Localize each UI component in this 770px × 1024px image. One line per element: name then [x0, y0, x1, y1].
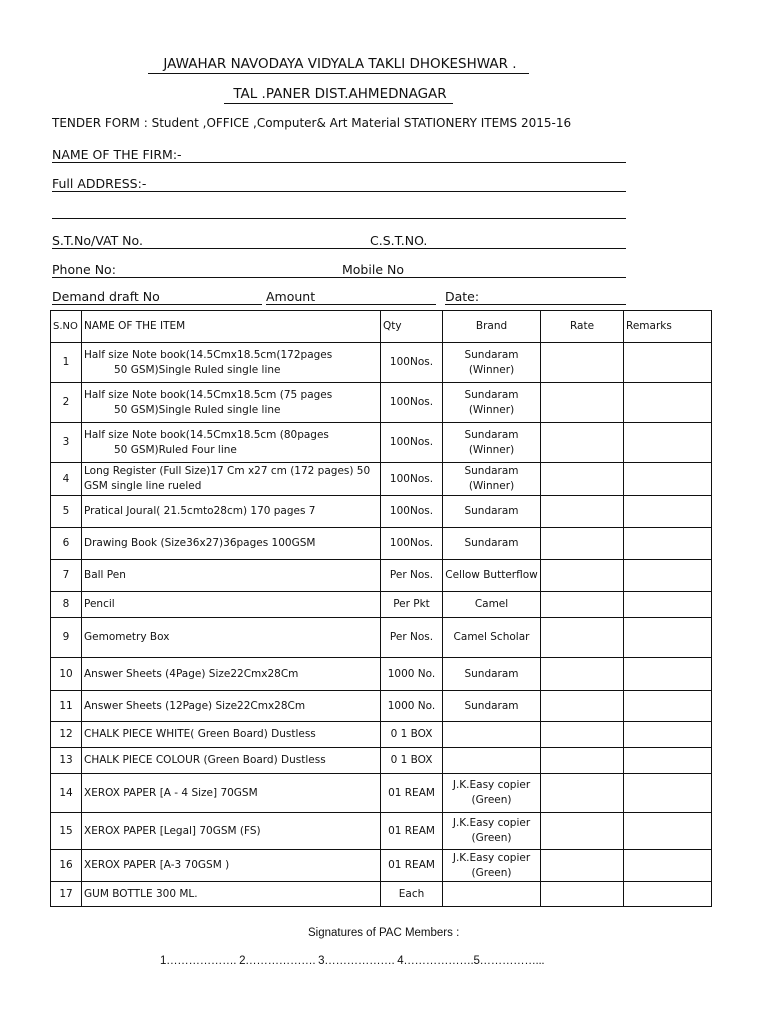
row-qty: 1000 No. [381, 691, 443, 722]
brand-line-2: (Winner) [468, 403, 515, 416]
item-line-2: 50 GSM)Ruled Four line [114, 443, 237, 456]
row-brand: Sundaram [443, 658, 541, 691]
row-remarks[interactable] [624, 343, 712, 383]
row-remarks[interactable] [624, 722, 712, 748]
col-brand: Brand [443, 311, 541, 343]
row-qty: Each [381, 882, 443, 907]
table-row [51, 722, 712, 748]
firm-line[interactable] [52, 162, 626, 163]
row-sno: 4 [51, 463, 82, 496]
row-item: CHALK PIECE COLOUR (Green Board) Dustless [82, 748, 381, 774]
row-rate[interactable] [541, 658, 624, 691]
row-qty: 1000 No. [381, 658, 443, 691]
table-row [51, 560, 712, 592]
row-rate[interactable] [541, 463, 624, 496]
row-qty: 01 REAM [381, 813, 443, 850]
brand-line-1: Sundaram [464, 388, 519, 401]
row-remarks[interactable] [624, 592, 712, 618]
row-item: Pratical Joural( 21.5cmto28cm) 170 pages 7 [82, 496, 381, 528]
row-rate[interactable] [541, 528, 624, 560]
row-rate[interactable] [541, 850, 624, 882]
row-sno: 3 [51, 423, 82, 463]
row-sno: 11 [51, 691, 82, 722]
row-brand: Camel [443, 592, 541, 618]
col-sno: S.NO [51, 311, 82, 343]
row-item: GUM BOTTLE 300 ML. [82, 882, 381, 907]
row-item: Pencil [82, 592, 381, 618]
row-remarks[interactable] [624, 560, 712, 592]
row-item: XEROX PAPER [A-3 70GSM ) [82, 850, 381, 882]
row-qty: 100Nos. [381, 463, 443, 496]
location-title: TAL .PANER DIST.AHMEDNAGAR [233, 86, 447, 102]
row-rate[interactable] [541, 343, 624, 383]
row-item: Answer Sheets (4Page) Size22Cmx28Cm [82, 658, 381, 691]
row-rate[interactable] [541, 618, 624, 658]
table-row [51, 383, 712, 423]
row-brand [443, 722, 541, 748]
stno-label: S.T.No/VAT No. [52, 233, 143, 248]
row-brand [443, 882, 541, 907]
row-sno: 8 [51, 592, 82, 618]
item-line-2: 50 GSM)Single Ruled single line [114, 403, 281, 416]
item-line-1: Half size Note book(14.5Cmx18.5cm (80pages [84, 428, 329, 441]
signatures-line[interactable]: 1………………. 2………………. 3………………. 4……………….5……………... [160, 955, 545, 967]
dd-label: Demand draft No [52, 289, 160, 304]
address-label: Full ADDRESS:- [52, 176, 147, 191]
table-row [51, 658, 712, 691]
row-rate[interactable] [541, 722, 624, 748]
row-sno: 12 [51, 722, 82, 748]
row-remarks[interactable] [624, 748, 712, 774]
row-sno: 17 [51, 882, 82, 907]
row-qty: 100Nos. [381, 383, 443, 423]
row-sno: 14 [51, 774, 82, 813]
table-row [51, 496, 712, 528]
table-header-row [51, 311, 712, 343]
school-title: JAWAHAR NAVODAYA VIDYALA TAKLI DHOKESHWAR . [163, 56, 517, 72]
phone-label: Phone No: [52, 262, 116, 277]
cst-label: C.S.T.NO. [370, 233, 428, 248]
date-line[interactable] [445, 304, 626, 305]
row-rate[interactable] [541, 748, 624, 774]
brand-line-2: (Green) [471, 794, 512, 806]
row-rate[interactable] [541, 774, 624, 813]
brand-line-1: J.K.Easy copier [452, 817, 531, 829]
row-brand [443, 463, 541, 496]
row-qty: 01 REAM [381, 850, 443, 882]
brand-line-2: (Green) [471, 832, 512, 844]
row-remarks[interactable] [624, 691, 712, 722]
phone-mobile-line[interactable] [52, 277, 626, 278]
row-qty: Per Nos. [381, 618, 443, 658]
row-brand [443, 343, 541, 383]
row-remarks[interactable] [624, 882, 712, 907]
row-remarks[interactable] [624, 813, 712, 850]
row-brand [443, 748, 541, 774]
row-sno: 5 [51, 496, 82, 528]
row-item: Drawing Book (Size36x27)36pages 100GSM [82, 528, 381, 560]
item-line-1: Long Register (Full Size)17 Cm x27 cm (172 pages) 50 [84, 465, 371, 477]
row-sno: 6 [51, 528, 82, 560]
table-row [51, 528, 712, 560]
table-row [51, 748, 712, 774]
items-table [50, 310, 712, 907]
address-line-1[interactable] [52, 191, 626, 192]
row-brand: Sundaram [443, 528, 541, 560]
tender-line: TENDER FORM : Student ,OFFICE ,Computer& Art Material STATIONERY ITEMS 2015-16 [52, 116, 572, 130]
row-brand: Cellow Butterflow [443, 560, 541, 592]
row-remarks[interactable] [624, 850, 712, 882]
table-row [51, 618, 712, 658]
row-item [82, 383, 381, 423]
brand-line-2: (Winner) [468, 480, 515, 492]
row-item [82, 343, 381, 383]
item-line-1: Half size Note book(14.5Cmx18.5cm(172pages [84, 348, 333, 361]
brand-line-1: Sundaram [464, 428, 519, 441]
row-qty: 100Nos. [381, 343, 443, 383]
row-brand [443, 383, 541, 423]
row-item: Gemometry Box [82, 618, 381, 658]
school-title-underline [148, 73, 529, 74]
signatures-title: Signatures of PAC Members : [308, 927, 460, 939]
row-rate[interactable] [541, 383, 624, 423]
row-item [82, 463, 381, 496]
brand-line-1: Sundaram [464, 465, 519, 477]
brand-line-1: J.K.Easy copier [452, 851, 531, 864]
row-remarks[interactable] [624, 423, 712, 463]
brand-line-2: (Winner) [468, 363, 515, 376]
row-sno: 1 [51, 343, 82, 383]
row-sno: 15 [51, 813, 82, 850]
row-remarks[interactable] [624, 463, 712, 496]
row-item: XEROX PAPER [A - 4 Size] 70GSM [82, 774, 381, 813]
row-sno: 13 [51, 748, 82, 774]
row-brand: Sundaram [443, 496, 541, 528]
row-item: Ball Pen [82, 560, 381, 592]
table-row [51, 343, 712, 383]
row-rate[interactable] [541, 813, 624, 850]
table-row [51, 463, 712, 496]
row-rate[interactable] [541, 423, 624, 463]
row-brand: Camel Scholar [443, 618, 541, 658]
row-rate[interactable] [541, 882, 624, 907]
row-remarks[interactable] [624, 618, 712, 658]
row-qty: 01 REAM [381, 774, 443, 813]
firm-label: NAME OF THE FIRM:- [52, 147, 182, 162]
item-line-2: 50 GSM)Single Ruled single line [114, 363, 281, 376]
row-remarks[interactable] [624, 658, 712, 691]
row-remarks[interactable] [624, 528, 712, 560]
row-qty: 100Nos. [381, 423, 443, 463]
item-line-2: GSM single line rueled [84, 480, 202, 492]
row-qty: 100Nos. [381, 496, 443, 528]
row-remarks[interactable] [624, 496, 712, 528]
row-item [82, 423, 381, 463]
col-rate: Rate [541, 311, 624, 343]
row-qty: 0 1 BOX [381, 722, 443, 748]
row-brand: Sundaram [443, 691, 541, 722]
row-sno: 10 [51, 658, 82, 691]
row-brand [443, 774, 541, 813]
brand-line-1: J.K.Easy copier [452, 779, 531, 791]
item-line-1: Half size Note book(14.5Cmx18.5cm (75 pages [84, 388, 333, 401]
row-sno: 2 [51, 383, 82, 423]
location-title-underline [224, 103, 453, 104]
row-rate[interactable] [541, 496, 624, 528]
amount-line[interactable] [266, 304, 436, 305]
address-line-2[interactable] [52, 218, 626, 219]
row-qty: Per Pkt [381, 592, 443, 618]
row-item: CHALK PIECE WHITE( Green Board) Dustless [82, 722, 381, 748]
row-sno: 16 [51, 850, 82, 882]
stno-cst-line[interactable] [52, 248, 626, 249]
row-remarks[interactable] [624, 774, 712, 813]
row-remarks[interactable] [624, 383, 712, 423]
row-rate[interactable] [541, 691, 624, 722]
brand-line-2: (Green) [471, 866, 512, 879]
row-rate[interactable] [541, 592, 624, 618]
brand-line-2: (Winner) [468, 443, 515, 456]
row-sno: 9 [51, 618, 82, 658]
row-brand [443, 850, 541, 882]
table-row [51, 774, 712, 813]
col-qty: Qty [381, 311, 443, 343]
mobile-label: Mobile No [342, 262, 404, 277]
col-remarks: Remarks [624, 311, 712, 343]
table-row [51, 850, 712, 882]
row-brand [443, 813, 541, 850]
row-qty: 0 1 BOX [381, 748, 443, 774]
dd-line[interactable] [52, 304, 262, 305]
brand-line-1: Sundaram [464, 348, 519, 361]
row-brand [443, 423, 541, 463]
row-item: XEROX PAPER [Legal] 70GSM (FS) [82, 813, 381, 850]
row-sno: 7 [51, 560, 82, 592]
col-name: NAME OF THE ITEM [82, 311, 381, 343]
table-row [51, 882, 712, 907]
amount-label: Amount [266, 289, 316, 304]
row-item: Answer Sheets (12Page) Size22Cmx28Cm [82, 691, 381, 722]
table-row [51, 813, 712, 850]
table-row [51, 691, 712, 722]
date-label: Date: [445, 289, 480, 304]
table-row [51, 592, 712, 618]
row-qty: Per Nos. [381, 560, 443, 592]
row-rate[interactable] [541, 560, 624, 592]
row-qty: 100Nos. [381, 528, 443, 560]
table-row [51, 423, 712, 463]
